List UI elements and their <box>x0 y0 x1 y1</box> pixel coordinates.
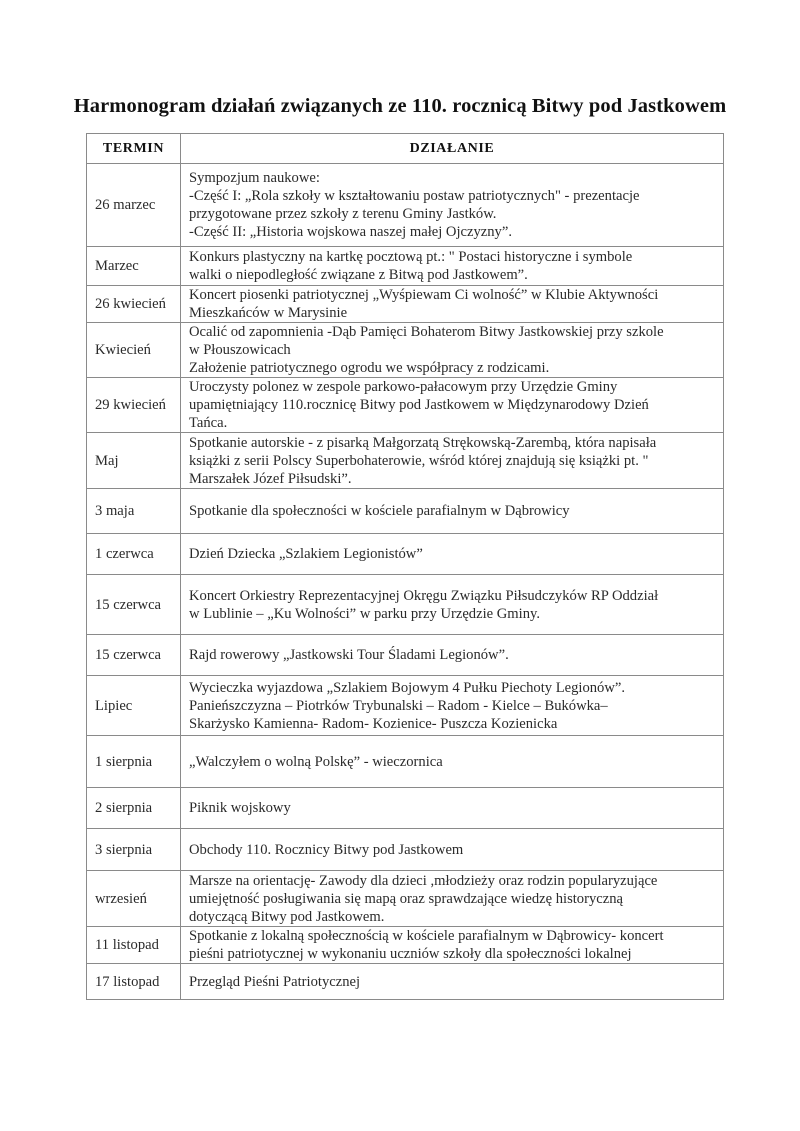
action-cell <box>181 788 724 829</box>
table-row <box>87 829 724 871</box>
action-line: „Walczyłem o wolną Polskę” - wieczornica <box>189 753 443 770</box>
term-cell: 15 czerwca <box>87 575 181 635</box>
term-cell: wrzesień <box>87 871 181 927</box>
table-row <box>87 286 724 323</box>
action-cell <box>181 489 724 534</box>
action-line: Mieszkańców w Marysinie <box>189 305 348 321</box>
table-row <box>87 676 724 736</box>
action-cell <box>181 378 724 433</box>
action-line: w Lublinie – „Ku Wolności” w parku przy Urzędzie Gminy. <box>189 605 541 622</box>
table-row <box>87 433 724 489</box>
table-row <box>87 164 724 247</box>
action-cell <box>181 676 724 736</box>
action-line: Marszałek Józef Piłsudski”. <box>189 470 352 487</box>
term-cell: 3 sierpnia <box>87 829 181 871</box>
action-line: Piknik wojskowy <box>189 800 291 816</box>
action-cell <box>181 247 724 286</box>
schedule-body <box>87 164 724 1000</box>
action-line: książki z serii Polscy Superbohaterowie, wśród której znajdują się książki pt. " <box>189 452 649 469</box>
term-cell: 1 sierpnia <box>87 736 181 788</box>
action-line: Uroczysty polonez w zespole parkowo-pałacowym przy Urzędzie Gminy <box>189 379 618 395</box>
term-cell: 26 marzec <box>87 164 181 247</box>
table-row <box>87 575 724 635</box>
action-line: pieśni patriotycznej w wykonaniu uczniów szkoły dla społeczności lokalnej <box>189 946 632 962</box>
action-cell <box>181 927 724 964</box>
action-line: Koncert piosenki patriotycznej „Wyśpiewam Ci wolność” w Klubie Aktywności <box>189 287 659 303</box>
action-line: -Część II: „Historia wojskowa naszej małej Ojczyzny”. <box>189 224 512 240</box>
action-line: Spotkanie dla społeczności w kościele parafialnym w Dąbrowicy <box>189 503 570 519</box>
term-cell: 1 czerwca <box>87 534 181 575</box>
header-action: DZIAŁANIE <box>181 134 724 164</box>
table-row <box>87 635 724 676</box>
action-cell <box>181 575 724 635</box>
table-row <box>87 489 724 534</box>
action-cell <box>181 829 724 871</box>
action-line: dotyczącą Bitwy pod Jastkowem. <box>189 908 385 925</box>
action-line: Obchody 110. Rocznicy Bitwy pod Jastkowem <box>189 841 464 858</box>
action-line: Sympozjum naukowe: <box>189 170 320 186</box>
action-line: Ocalić od zapomnienia -Dąb Pamięci Bohaterom Bitwy Jastkowskiej przy szkole <box>189 324 664 340</box>
action-cell <box>181 736 724 788</box>
action-cell <box>181 433 724 489</box>
page-title: Harmonogram działań związanych ze 110. rocznicą Bitwy pod Jastkowem <box>73 95 727 117</box>
table-row <box>87 964 724 1000</box>
action-cell <box>181 964 724 1000</box>
term-cell: Maj <box>87 433 181 489</box>
term-cell: 29 kwiecień <box>87 378 181 433</box>
table-row <box>87 323 724 378</box>
action-line: przygotowane przez szkoły z terenu Gminy Jastków. <box>189 206 497 222</box>
term-cell: Kwiecień <box>87 323 181 378</box>
schedule-table <box>86 133 724 1000</box>
action-cell <box>181 164 724 247</box>
action-line: Panieńszczyzna – Piotrków Trybunalski – Radom - Kielce – Bukówka– <box>189 697 608 714</box>
table-header-row <box>87 134 724 164</box>
table-row <box>87 871 724 927</box>
header-term: TERMIN <box>87 134 181 164</box>
action-line: Przegląd Pieśni Patriotycznej <box>189 973 361 990</box>
term-cell: 3 maja <box>87 489 181 534</box>
action-cell <box>181 871 724 927</box>
term-cell: 2 sierpnia <box>87 788 181 829</box>
action-line: Skarżysko Kamienna- Radom- Kozienice- Puszcza Kozienicka <box>189 715 558 732</box>
action-line: Założenie patriotycznego ogrodu we współpracy z rodzicami. <box>189 360 550 376</box>
action-line: umiejętność posługiwania się mapą oraz sprawdzające wiedzę historyczną <box>189 890 623 907</box>
action-line: Wycieczka wyjazdowa „Szlakiem Bojowym 4 Pułku Piechoty Legionów”. <box>189 679 626 696</box>
action-cell <box>181 323 724 378</box>
action-line: Dzień Dziecka „Szlakiem Legionistów” <box>189 546 423 562</box>
action-line: Tańca. <box>189 415 228 431</box>
action-cell <box>181 635 724 676</box>
action-line: Spotkanie z lokalną społecznością w kościele parafialnym w Dąbrowicy- koncert <box>189 928 664 944</box>
action-line: Konkurs plastyczny na kartkę pocztową pt.: " Postaci historyczne i symbole <box>189 249 633 265</box>
term-cell: 26 kwiecień <box>87 286 181 323</box>
term-cell: 11 listopad <box>87 927 181 964</box>
action-line: w Płouszowicach <box>189 342 291 358</box>
action-line: Rajd rowerowy „Jastkowski Tour Śladami Legionów”. <box>189 647 509 663</box>
term-cell: Lipiec <box>87 676 181 736</box>
action-line: -Część I: „Rola szkoły w kształtowaniu postaw patriotycznych" - prezentacje <box>189 188 640 204</box>
action-line: upamiętniający 110.rocznicę Bitwy pod Jastkowem w Międzynarodowy Dzień <box>189 397 649 413</box>
term-cell: Marzec <box>87 247 181 286</box>
table-row <box>87 247 724 286</box>
action-cell <box>181 286 724 323</box>
action-line: Koncert Orkiestry Reprezentacyjnej Okręgu Związku Piłsudczyków RP Oddział <box>189 587 659 604</box>
table-row <box>87 927 724 964</box>
action-line: walki o niepodległość związane z Bitwą pod Jastkowem”. <box>189 267 528 283</box>
term-cell: 17 listopad <box>87 964 181 1000</box>
table-row <box>87 534 724 575</box>
table-row <box>87 788 724 829</box>
term-cell: 15 czerwca <box>87 635 181 676</box>
action-cell <box>181 534 724 575</box>
action-line: Spotkanie autorskie - z pisarką Małgorzatą Strękowską-Zarembą, która napisała <box>189 434 657 451</box>
table-row <box>87 378 724 433</box>
action-line: Marsze na orientację- Zawody dla dzieci ,młodzieży oraz rodzin popularyzujące <box>189 872 658 889</box>
table-row <box>87 736 724 788</box>
